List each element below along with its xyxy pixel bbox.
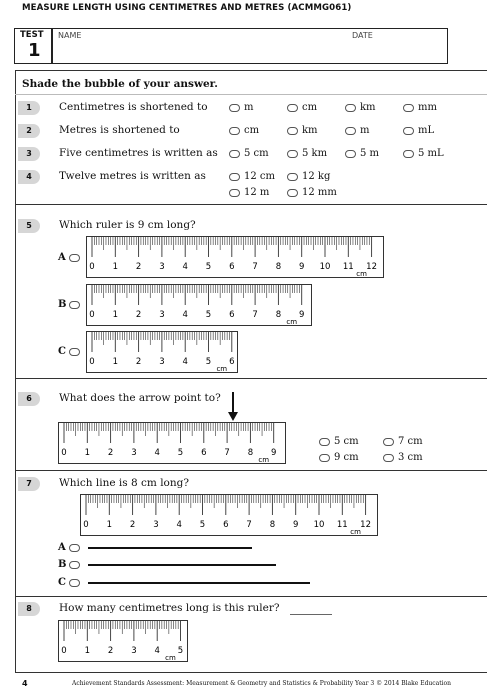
ruler-number: 6: [201, 448, 207, 458]
ruler-ticks: [87, 332, 237, 372]
choice-c[interactable]: C: [58, 346, 84, 357]
question-text: Metres is shortened to: [59, 124, 180, 136]
question-text: How many centimetres long is this ruler?: [59, 602, 280, 614]
answer-bubble[interactable]: [287, 189, 298, 197]
answer-bubble[interactable]: [287, 104, 298, 112]
test-label: TEST: [20, 30, 44, 40]
ruler-number: 5: [205, 357, 212, 367]
ruler-unit: cm: [350, 528, 361, 535]
ruler-number: 6: [229, 310, 235, 320]
ruler-number: 1: [106, 520, 113, 530]
ruler-number: 3: [159, 357, 165, 367]
answer-option[interactable]: cm: [287, 102, 317, 113]
footer-copyright: Achievement Standards Assessment: Measurement & Geometry and Statistics & Probability Year 3 © 2014 Blake Education: [72, 680, 452, 687]
answer-option[interactable]: km: [345, 102, 376, 113]
ruler-number: 3: [131, 646, 137, 656]
question-text: Which ruler is 9 cm long?: [59, 219, 196, 231]
answer-bubble[interactable]: [229, 104, 240, 112]
answer-bubble[interactable]: [69, 254, 80, 262]
ruler-number: 1: [112, 357, 119, 367]
answer-option[interactable]: m: [345, 125, 369, 136]
ruler-unit: cm: [286, 318, 298, 325]
ruler-ticks: [59, 423, 285, 463]
instructions: Shade the bubble of your answer.: [22, 78, 218, 90]
test-number: 1: [28, 40, 41, 61]
answer-bubble[interactable]: [403, 127, 414, 135]
ruler-unit: cm: [165, 654, 176, 661]
ruler-unit: cm: [356, 270, 367, 277]
down-arrow-icon: [227, 392, 239, 422]
ruler-a: [86, 236, 384, 278]
ruler-number: 12: [366, 262, 378, 272]
ruler-number: 0: [89, 262, 95, 272]
question-number: 5: [18, 219, 40, 233]
ruler-number: 11: [342, 262, 354, 272]
ruler-number: 1: [112, 310, 119, 320]
answer-bubble[interactable]: [69, 561, 80, 569]
ruler-number: 9: [298, 262, 305, 272]
page-number: 4: [22, 679, 28, 688]
ruler-q6: [58, 422, 286, 464]
ruler-number: 5: [177, 448, 184, 458]
ruler-ticks: [59, 621, 187, 661]
question-number: 3: [18, 147, 40, 161]
answer-bubble[interactable]: [229, 150, 240, 158]
ruler-number: 2: [107, 646, 114, 656]
ruler-number: 5: [205, 262, 212, 272]
ruler-number: 9: [298, 310, 305, 320]
ruler-number: 6: [229, 357, 235, 367]
section-divider: [15, 378, 487, 379]
ruler-number: 8: [275, 262, 282, 272]
choice-a[interactable]: A: [58, 542, 84, 553]
choice-b[interactable]: B: [58, 299, 84, 310]
footer-divider: [15, 672, 487, 673]
answer-bubble[interactable]: [403, 150, 414, 158]
ruler-q7: [80, 494, 378, 536]
answer-option[interactable]: 5 m: [345, 148, 379, 159]
ruler-number: 12: [360, 520, 372, 530]
question-text: What does the arrow point to?: [59, 392, 221, 404]
answer-option[interactable]: m: [229, 102, 253, 113]
ruler-number: 5: [199, 520, 206, 530]
date-label: DATE: [352, 31, 373, 40]
ruler-number: 3: [153, 520, 159, 530]
ruler-q8: [58, 620, 188, 662]
answer-bubble[interactable]: [345, 104, 356, 112]
ruler-number: 2: [107, 448, 114, 458]
ruler-number: 5: [177, 646, 184, 656]
answer-bubble[interactable]: [69, 544, 80, 552]
ruler-number: 2: [135, 357, 142, 367]
answer-bubble[interactable]: [345, 150, 356, 158]
ruler-number: 0: [61, 448, 67, 458]
answer-option[interactable]: 3 cm: [383, 452, 423, 463]
ruler-number: 4: [182, 262, 188, 272]
left-border: [15, 70, 16, 672]
answer-bubble[interactable]: [69, 348, 80, 356]
ruler-number: 8: [269, 520, 276, 530]
ruler-number: 0: [89, 357, 95, 367]
instruction-divider: [15, 94, 487, 95]
worksheet-title: MEASURE LENGTH USING CENTIMETRES AND METRES (ACMMG061): [22, 3, 352, 13]
ruler-number: 4: [154, 646, 160, 656]
ruler-number: 1: [112, 262, 119, 272]
answer-bubble[interactable]: [345, 127, 356, 135]
ruler-number: 7: [252, 310, 258, 320]
line-a: [88, 547, 252, 549]
question-number: 4: [18, 170, 40, 184]
answer-option[interactable]: 12 kg: [287, 171, 330, 182]
ruler-number: 6: [223, 520, 229, 530]
ruler-c: [86, 331, 238, 373]
ruler-number: 7: [224, 448, 230, 458]
ruler-b: [86, 284, 312, 326]
answer-option[interactable]: mm: [403, 102, 437, 113]
ruler-number: 4: [182, 310, 188, 320]
section-divider: [15, 470, 487, 471]
ruler-ticks: [81, 495, 377, 535]
ruler-number: 9: [270, 448, 277, 458]
ruler-number: 3: [159, 262, 165, 272]
answer-option[interactable]: mL: [403, 125, 434, 136]
answer-bubble[interactable]: [403, 104, 414, 112]
ruler-number: 4: [176, 520, 182, 530]
ruler-number: 3: [159, 310, 165, 320]
answer-option[interactable]: cm: [229, 125, 259, 136]
answer-bubble[interactable]: [229, 173, 240, 181]
line-c: [88, 582, 310, 584]
ruler-number: 10: [313, 520, 325, 530]
answer-option[interactable]: 5 mL: [403, 148, 444, 159]
answer-bubble[interactable]: [69, 301, 80, 309]
answer-bubble[interactable]: [287, 173, 298, 181]
answer-bubble[interactable]: [319, 454, 330, 462]
ruler-ticks: [87, 237, 383, 277]
answer-option[interactable]: 12 cm: [229, 171, 275, 182]
question-text: Twelve metres is written as: [59, 170, 206, 182]
answer-blank[interactable]: [290, 614, 332, 615]
answer-bubble[interactable]: [383, 454, 394, 462]
ruler-number: 8: [247, 448, 254, 458]
answer-option[interactable]: 5 cm: [229, 148, 269, 159]
question-number: 8: [18, 602, 40, 616]
ruler-number: 1: [84, 448, 91, 458]
ruler-number: 8: [275, 310, 282, 320]
ruler-number: 9: [292, 520, 299, 530]
ruler-number: 4: [182, 357, 188, 367]
answer-bubble[interactable]: [229, 127, 240, 135]
ruler-number: 1: [84, 646, 91, 656]
ruler-number: 3: [131, 448, 137, 458]
answer-bubble[interactable]: [319, 438, 330, 446]
answer-option[interactable]: 12 m: [229, 187, 269, 198]
ruler-number: 10: [319, 262, 331, 272]
section-divider: [15, 204, 487, 205]
ruler-number: 7: [246, 520, 252, 530]
question-text: Centimetres is shortened to: [59, 101, 208, 113]
question-number: 1: [18, 101, 40, 115]
ruler-number: 6: [229, 262, 235, 272]
choice-b[interactable]: B: [58, 559, 84, 570]
ruler-number: 2: [129, 520, 136, 530]
section-divider: [15, 70, 487, 71]
question-text: Which line is 8 cm long?: [59, 477, 189, 489]
ruler-unit: cm: [216, 365, 228, 372]
choice-a[interactable]: A: [58, 252, 84, 263]
answer-option[interactable]: 7 cm: [383, 436, 423, 447]
question-text: Five centimetres is written as: [59, 147, 218, 159]
ruler-number: 0: [61, 646, 67, 656]
answer-bubble[interactable]: [69, 579, 80, 587]
answer-option[interactable]: km: [287, 125, 318, 136]
ruler-number: 0: [83, 520, 89, 530]
answer-option[interactable]: 12 mm: [287, 187, 337, 198]
name-date-box[interactable]: [52, 28, 448, 64]
line-b: [88, 564, 276, 566]
ruler-unit: cm: [258, 456, 270, 463]
ruler-number: 2: [135, 262, 142, 272]
ruler-number: 4: [154, 448, 160, 458]
ruler-number: 0: [89, 310, 95, 320]
answer-option[interactable]: 9 cm: [319, 452, 359, 463]
answer-bubble[interactable]: [287, 150, 298, 158]
answer-option[interactable]: 5 cm: [319, 436, 359, 447]
choice-c[interactable]: C: [58, 577, 84, 588]
answer-bubble[interactable]: [287, 127, 298, 135]
question-number: 2: [18, 124, 40, 138]
ruler-ticks: [87, 285, 311, 325]
answer-option[interactable]: 5 km: [287, 148, 327, 159]
ruler-number: 11: [336, 520, 348, 530]
ruler-number: 7: [252, 262, 258, 272]
ruler-number: 5: [205, 310, 212, 320]
name-label: NAME: [58, 31, 82, 40]
answer-bubble[interactable]: [383, 438, 394, 446]
question-number: 6: [18, 392, 40, 406]
section-divider: [15, 596, 487, 597]
question-number: 7: [18, 477, 40, 491]
answer-bubble[interactable]: [229, 189, 240, 197]
ruler-number: 2: [135, 310, 142, 320]
